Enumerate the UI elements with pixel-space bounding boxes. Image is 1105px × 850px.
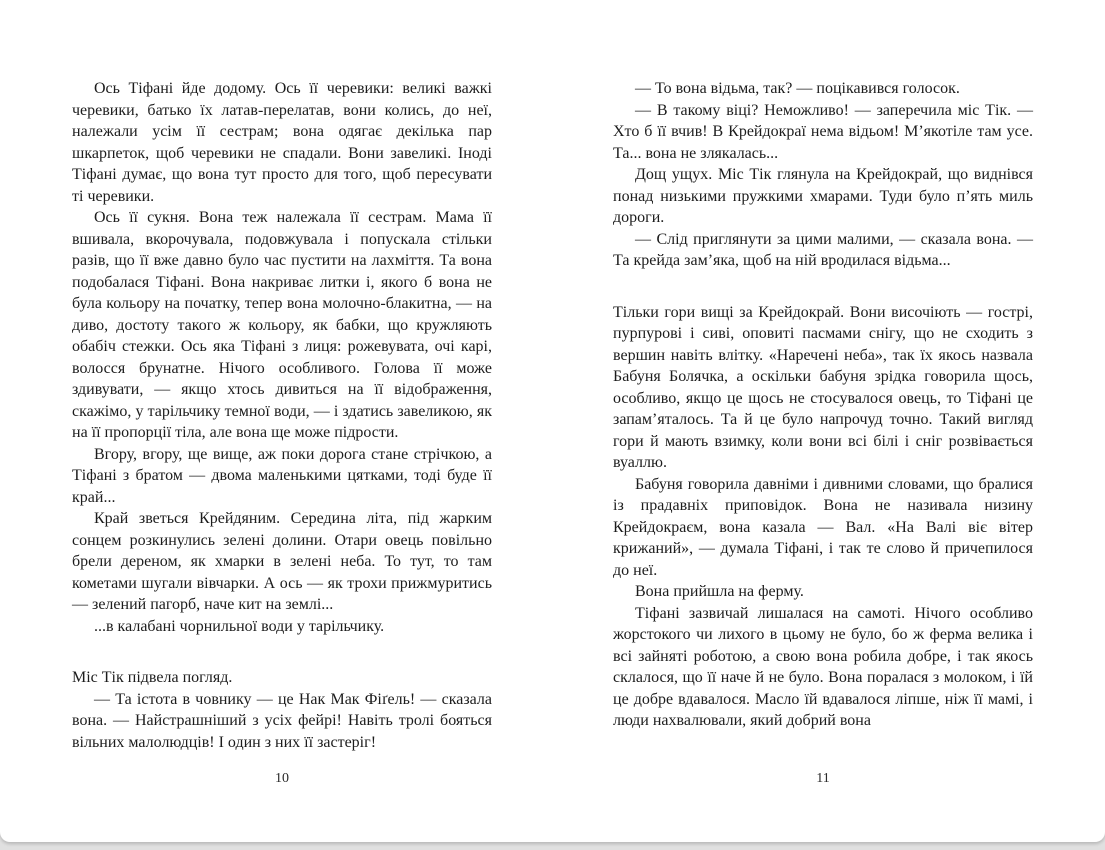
paragraph: — То вона відьма, так? — поцікавився голосок.: [635, 80, 960, 97]
paragraph: Ось Тіфані йде додому. Ось її черевики: великі важкі черевики, батько їх латав-перелатав, вони колись, до неї, належали усім її сестрам; вона одягає декілька пар шкарпеток, щоб черевики не спадали. Вони завеликі. Іноді Тіфані думає, що вона тут просто для того, щоб пересувати ті черевики.: [72, 80, 492, 205]
paragraph: — В такому віці? Неможливо! — заперечила міс Тік. — Хто б її вчив! В Крейдокраї нема відьом! М’якотіле там усе. Та... вона не злякалась...: [613, 101, 1033, 162]
page-left-text: [72, 78, 492, 753]
paragraph: Міс Тік підвела погляд.: [72, 669, 233, 686]
paragraph: Край зветься Крейдяним. Середина літа, під жарким сонцем розкинулись зелені долини. Отари овець повільно брели дереном, як хмарки в зелені неба. То тут, то там кометами шугали вівчарки. А ось — як трохи прижмуритись — зелений пагорб, наче кит на землі...: [72, 510, 492, 613]
paragraph: Вгору, вгору, ще вище, аж поки дорога стане стрічкою, а Тіфані з братом — двома маленькими цятками, тоді буде її край...: [72, 445, 492, 506]
page-right-text: [613, 78, 1033, 732]
page-number-left: 10: [275, 771, 289, 786]
paragraph: — Слід приглянути за цими малими, — сказала вона. — Та крейда зам’яка, щоб на ній вродилася відьма...: [613, 230, 1033, 269]
page-right: [613, 0, 1033, 842]
paragraph: Ось її сукня. Вона теж належала її сестрам. Мама її вшивала, вкорочувала, подовжувала і попускала стільки разів, що її вже давно було час пустити на лахміття. Та вона подобалася Тіфані. Вона накриває литки і, якого б вона не була кольору на початку, тепер вона молочно-блакитна, — на диво, достоту такого ж кольору, як бабки, що кружляють обабіч стежки. Ось яка Тіфані з лиця: рожевувата, очі карі, волосся брунатне. Нічого особливого. Голова її може здивувати, — якщо хтось дивиться на її відображення, скажімо, у тарільчику темної води, — і здатись завеликою, як на її пропорції тіла, але вона ще може підрости.: [72, 209, 492, 441]
paragraph: Дощ ущух. Міс Тік глянула на Крейдокрай, що виднівся понад низькими пружкими хмарами. Туди було п’ять миль дороги.: [613, 166, 1033, 226]
paragraph: Тіфані зазвичай лишалася на самоті. Нічого особливо жорстокого чи лихого в цьому не було, бо ж ферма велика і всі зайняті роботою, а свою вона робила добре, і так якось склалося, що її наче й не було. Вона поралася з молоком, і їй це добре вдавалося. Масло їй вдавалося ліпше, ніж її мамі, і люди нахвалювали, який добрий вона: [613, 604, 1033, 729]
page-left: [72, 0, 492, 842]
paragraph: Бабуня говорила давніми і дивними словами, що бралися із прадавніх приповідок. Вона не називала низину Крейдокраєм, вона казала — Вал. «На Валі віє вітер крижаний», — думала Тіфані, і так те слово й причепилося до неї.: [613, 475, 1033, 579]
paragraph: Тільки гори вищі за Крейдокрай. Вони височіють — гострі, пурпурові і сиві, оповиті пасмами снігу, що не сходить з вершин навіть влітку. «Наречені неба», так їх якось назвала Бабуня Болячка, а оскільки бабуня зрідка говорила щось, особливо, якщо це щось не стосувалося овець, то Тіфані це запам’яталось. Та й це було напрочуд точно. Такий вигляд гори й мають взимку, коли вони всі білі і сніг розвівається вуаллю.: [613, 303, 1033, 471]
paragraph: — Та істота в човнику — це Нак Мак Фіґель! — сказала вона. — Найстрашніший з усіх фейрі! Навіть тролі бояться вільних малолюдців! І один з них її застеріг!: [72, 690, 492, 751]
page-number-right: 11: [816, 771, 830, 786]
paragraph: Вона прийшла на ферму.: [635, 583, 804, 600]
paragraph: ...в калабані чорнильної води у тарільчику.: [94, 617, 385, 635]
